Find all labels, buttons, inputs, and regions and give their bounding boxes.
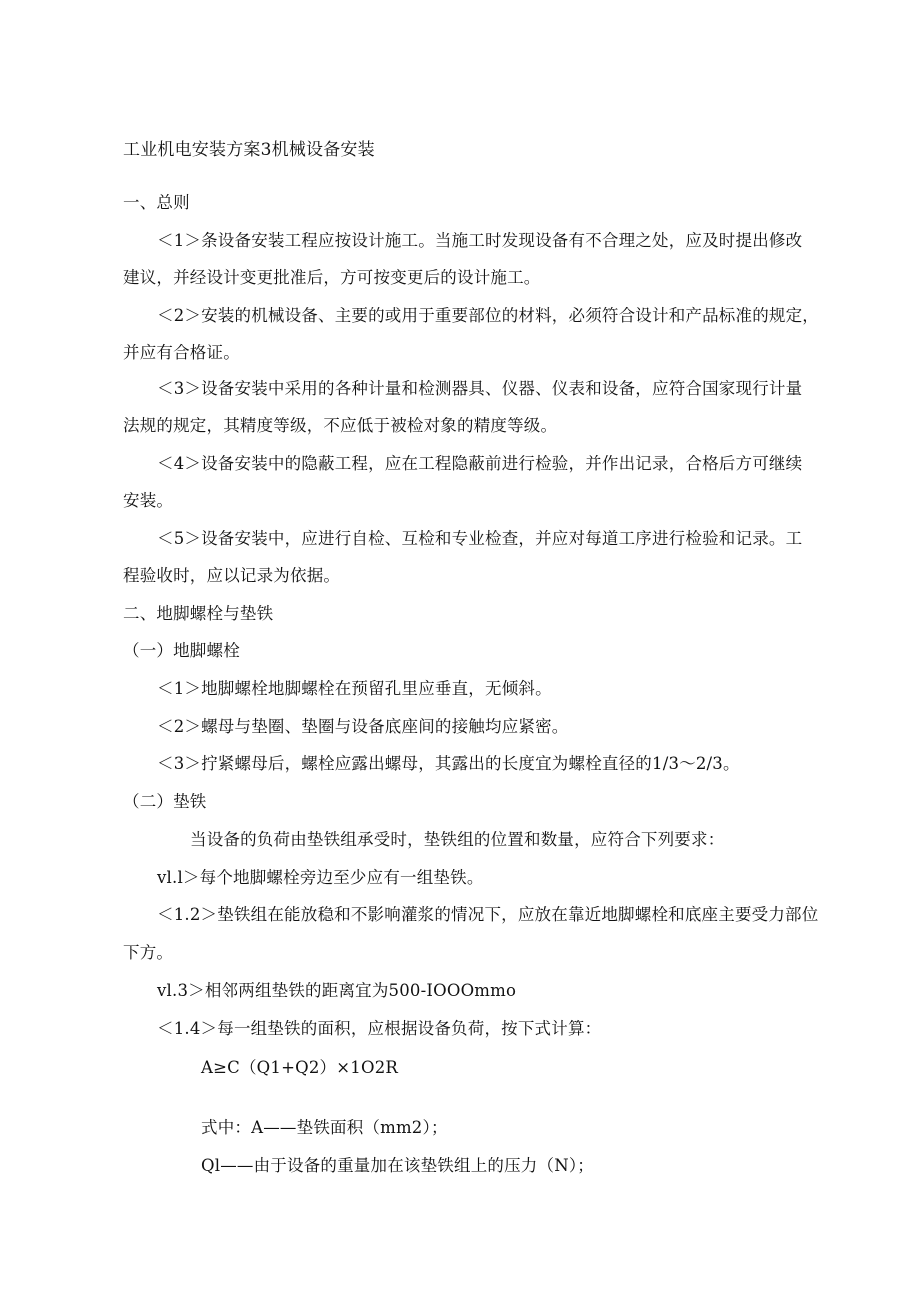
list-item: ＜1.4＞每一组垫铁的面积，应根据设备负荷，按下式计算： — [157, 1019, 602, 1038]
list-item: ＜3＞拧紧螺母后，螺栓应露出螺母，其露出的长度宜为螺栓直径的1/3～2/3。 — [157, 754, 740, 773]
list-item: ＜1＞地脚螺栓地脚螺栓在预留孔里应垂直，无倾斜。 — [157, 679, 552, 698]
section-heading: 一、总则 — [123, 193, 190, 212]
paragraph-line: ＜2＞安装的机械设备、主要的或用于重要部位的材料，必须符合设计和产品标准的规定， — [157, 306, 819, 325]
paragraph-line: ＜1＞条设备安装工程应按设计施工。当施工时发现设备有不合理之处，应及时提出修改 — [157, 231, 803, 250]
list-item: vl.l＞每个地脚螺栓旁边至少应有一组垫铁。 — [157, 868, 484, 887]
section-heading: 二、地脚螺栓与垫铁 — [123, 604, 274, 623]
subsection-heading: （一）地脚螺栓 — [123, 641, 240, 660]
document-title: 工业机电安装方案3机械设备安装 — [123, 140, 375, 160]
formula-legend: 式中：A——垫铁面积（mm2）； — [201, 1118, 448, 1137]
formula-legend: Ql——由于设备的重量加在该垫铁组上的压力（N）； — [201, 1156, 594, 1175]
list-item: ＜1.2＞垫铁组在能放稳和不影响灌浆的情况下，应放在靠近地脚螺栓和底座主要受力部位 — [157, 905, 819, 924]
paragraph-line: 下方。 — [123, 943, 174, 962]
formula: A≥C（Q1+Q2）×1O2R — [201, 1058, 399, 1077]
list-item: vl.3＞相邻两组垫铁的距离宜为500-IOOOmmo — [157, 981, 517, 1000]
paragraph-line: ＜4＞设备安装中的隐蔽工程，应在工程隐蔽前进行检验，并作出记录，合格后方可继续 — [157, 454, 803, 473]
paragraph-line: 当设备的负荷由垫铁组承受时，垫铁组的位置和数量，应符合下列要求： — [190, 830, 725, 849]
paragraph-line: 并应有合格证。 — [123, 343, 240, 362]
paragraph-line: ＜3＞设备安装中采用的各种计量和检测器具、仪器、仪表和设备，应符合国家现行计量 — [157, 379, 803, 398]
paragraph-line: 程验收时，应以记录为依据。 — [123, 566, 341, 585]
paragraph-line: 安装。 — [123, 491, 174, 510]
list-item: ＜2＞螺母与垫圈、垫圈与设备底座间的接触均应紧密。 — [157, 717, 569, 736]
paragraph-line: 建议，并经设计变更批准后，方可按变更后的设计施工。 — [123, 268, 541, 287]
subsection-heading: （二）垫铁 — [123, 792, 207, 811]
paragraph-line: 法规的规定，其精度等级，不应低于被检对象的精度等级。 — [123, 416, 558, 435]
paragraph-line: ＜5＞设备安装中，应进行自检、互检和专业检查，并应对每道工序进行检验和记录。工 — [157, 529, 803, 548]
